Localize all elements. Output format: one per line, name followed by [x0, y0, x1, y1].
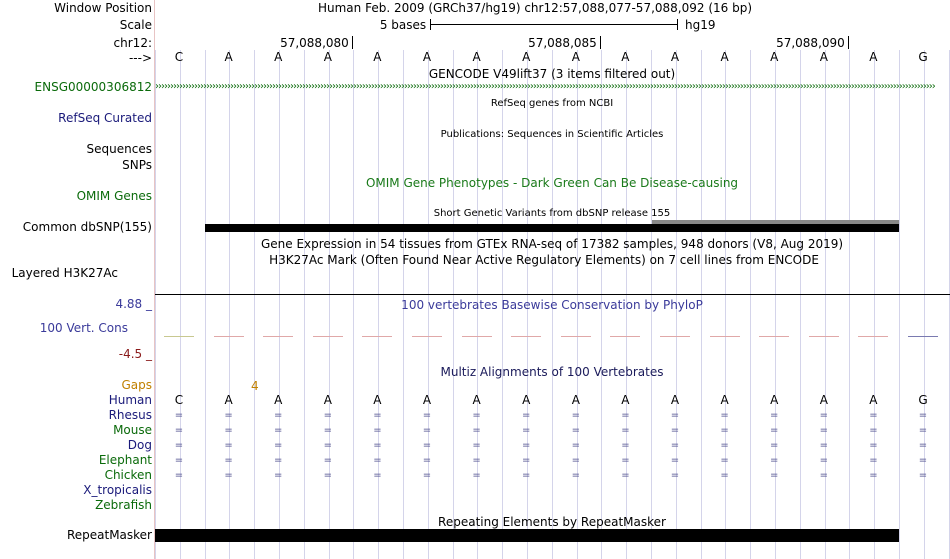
scale-value: 5 bases — [379, 18, 427, 32]
ruler-tick — [600, 36, 601, 49]
guide-line — [725, 50, 726, 559]
guide-line — [775, 50, 776, 559]
base-letter: A — [224, 50, 233, 64]
species-label-dog[interactable]: Dog — [127, 438, 152, 452]
gap-count[interactable]: 4 — [251, 379, 259, 393]
phylop-score-mark — [660, 336, 690, 337]
alignment-match: = — [521, 410, 531, 421]
guide-line — [329, 50, 330, 559]
alignment-match: = — [323, 440, 332, 451]
human-base-letter: C — [174, 393, 184, 407]
base-letter: A — [522, 50, 531, 64]
human-base-letter: A — [323, 393, 332, 407]
alignment-match: = — [720, 440, 729, 451]
species-label-rhesus[interactable]: Rhesus — [108, 408, 152, 422]
alignment-match: = — [670, 455, 680, 466]
alignment-match: = — [869, 410, 878, 421]
scale-label: Scale — [119, 18, 152, 32]
phylop-title: 100 vertebrates Basewise Conservation by PhyloP — [401, 298, 703, 312]
human-base-letter: A — [621, 393, 630, 407]
guide-line — [155, 50, 156, 559]
guide-line — [378, 50, 379, 559]
phylop-score-mark — [313, 336, 343, 337]
alignment-match: = — [571, 470, 580, 481]
repeatmasker-label[interactable]: RepeatMasker — [66, 528, 152, 542]
human-base-letter: A — [224, 393, 233, 407]
alignment-match: = — [472, 455, 481, 466]
h3k27ac-label[interactable]: Layered H3K27Ac — [11, 266, 118, 280]
species-label-x_tropicalis[interactable]: X_tropicalis — [83, 483, 152, 497]
alignment-match: = — [273, 410, 283, 421]
alignment-match: = — [869, 470, 878, 481]
phylop-score-mark — [908, 336, 938, 337]
alignment-match: = — [720, 470, 729, 481]
human-base-letter: A — [869, 393, 878, 407]
alignment-match: = — [373, 410, 382, 421]
alignment-match: = — [670, 470, 680, 481]
alignment-match: = — [819, 410, 828, 421]
alignment-match: = — [323, 425, 332, 436]
gencode-title: GENCODE V49lift37 (3 items filtered out) — [428, 67, 676, 81]
alignment-match: = — [224, 455, 233, 466]
human-base-letter: A — [422, 393, 432, 407]
alignment-match: = — [174, 440, 184, 451]
chrom-label: chr12: — [113, 36, 152, 50]
ruler-tick-label: 57,088,090 — [776, 36, 845, 50]
guide-line — [800, 50, 801, 559]
alignment-match: = — [571, 440, 580, 451]
gencode-item-label[interactable]: ENSG00000306812 — [34, 80, 152, 94]
guide-line — [924, 50, 925, 559]
alignment-match: = — [670, 410, 680, 421]
ruler-tick-label: 57,088,085 — [528, 36, 597, 50]
h3k27ac-title: H3K27Ac Mark (Often Found Near Active Regulatory Elements) on 7 cell lines from ENCODE — [269, 253, 819, 267]
alignment-match: = — [918, 440, 928, 451]
dbsnp-variant-bar[interactable] — [205, 224, 899, 232]
phylop-score-mark — [610, 336, 640, 337]
alignment-match: = — [621, 455, 630, 466]
alignment-match: = — [521, 440, 531, 451]
omim-label[interactable]: OMIM Genes — [76, 189, 152, 203]
phylop-label[interactable]: 100 Vert. Cons — [39, 321, 128, 335]
base-letter: A — [869, 50, 878, 64]
alignment-match: = — [273, 470, 283, 481]
alignment-match: = — [819, 440, 828, 451]
publications-label-line2[interactable]: SNPs — [122, 158, 152, 172]
guide-line — [874, 50, 875, 559]
alignment-match: = — [571, 425, 580, 436]
base-letter: A — [720, 50, 729, 64]
alignment-match: = — [373, 425, 382, 436]
human-base-letter: A — [819, 393, 828, 407]
base-letter: A — [323, 50, 332, 64]
alignment-match: = — [720, 455, 729, 466]
alignment-match: = — [720, 425, 729, 436]
alignment-match: = — [422, 455, 432, 466]
alignment-match: = — [472, 470, 481, 481]
base-letter: A — [422, 50, 432, 64]
publications-label-line1[interactable]: Sequences — [86, 142, 152, 156]
alignment-match: = — [918, 410, 928, 421]
alignment-match: = — [918, 455, 928, 466]
species-label-human[interactable]: Human — [108, 393, 152, 407]
base-letter: A — [670, 50, 680, 64]
alignment-match: = — [472, 410, 481, 421]
alignment-match: = — [869, 425, 878, 436]
alignment-match: = — [224, 425, 233, 436]
guide-line — [229, 50, 230, 559]
guide-line — [205, 50, 206, 559]
alignment-match: = — [323, 455, 332, 466]
alignment-match: = — [869, 455, 878, 466]
scale-bar — [430, 24, 678, 25]
alignment-match: = — [224, 410, 233, 421]
alignment-match: = — [769, 425, 779, 436]
alignment-match: = — [521, 455, 531, 466]
phylop-min-label: -4.5 _ — [118, 347, 152, 361]
alignment-match: = — [273, 425, 283, 436]
human-base-letter: A — [720, 393, 729, 407]
phylop-max-label: 4.88 _ — [115, 297, 152, 311]
human-base-letter: A — [274, 393, 283, 407]
alignment-match: = — [174, 425, 184, 436]
phylop-score-mark — [759, 336, 789, 337]
base-letter: A — [819, 50, 828, 64]
repeatmasker-bar[interactable] — [155, 529, 899, 542]
alignment-match: = — [373, 440, 382, 451]
species-label-zebrafish[interactable]: Zebrafish — [95, 498, 152, 512]
phylop-score-mark — [809, 336, 839, 337]
guide-line — [353, 50, 354, 559]
guide-line — [899, 50, 900, 559]
alignment-match: = — [472, 440, 481, 451]
alignment-match: = — [670, 440, 680, 451]
human-base-letter: A — [770, 393, 779, 407]
alignment-match: = — [422, 440, 432, 451]
alignment-match: = — [621, 410, 630, 421]
track-area[interactable] — [155, 0, 950, 559]
guide-line — [750, 50, 751, 559]
alignment-match: = — [422, 470, 432, 481]
phylop-score-mark — [214, 336, 244, 337]
species-label-chicken[interactable]: Chicken — [104, 468, 152, 482]
human-base-letter: G — [918, 393, 928, 407]
phylop-score-mark — [412, 336, 442, 337]
phylop-score-mark — [511, 336, 541, 337]
base-letter: A — [770, 50, 779, 64]
omim-title: OMIM Gene Phenotypes - Dark Green Can Be Disease-causing — [365, 176, 739, 190]
phylop-score-mark — [710, 336, 740, 337]
base-letter: A — [621, 50, 630, 64]
window-position-label: Window Position — [54, 1, 152, 15]
gtex-title: Gene Expression in 54 tissues from GTEx RNA-seq of 17382 samples, 948 donors (V8, Aug 2019) — [260, 237, 844, 251]
alignment-match: = — [174, 470, 184, 481]
ruler-tick — [352, 36, 353, 49]
alignment-match: = — [373, 455, 382, 466]
alignment-match: = — [769, 410, 779, 421]
guide-line — [849, 50, 850, 559]
human-base-letter: A — [472, 393, 481, 407]
alignment-match: = — [621, 440, 630, 451]
alignment-match: = — [918, 425, 928, 436]
alignment-match: = — [621, 470, 630, 481]
scale-assembly: hg19 — [685, 18, 716, 32]
base-letter: G — [918, 50, 928, 64]
alignment-match: = — [521, 470, 531, 481]
multiz-title: Multiz Alignments of 100 Vertebrates — [440, 365, 664, 379]
phylop-score-mark — [561, 336, 591, 337]
publications-title: Publications: Sequences in Scientific Articles — [440, 129, 664, 140]
base-letter: A — [274, 50, 283, 64]
alignment-match: = — [224, 470, 233, 481]
species-label-mouse[interactable]: Mouse — [113, 423, 152, 437]
base-letter: C — [174, 50, 184, 64]
alignment-match: = — [373, 470, 382, 481]
alignment-match: = — [769, 455, 779, 466]
guide-line — [825, 50, 826, 559]
alignment-match: = — [869, 440, 878, 451]
phylop-score-mark — [164, 336, 194, 337]
alignment-match: = — [819, 425, 828, 436]
guide-line — [254, 50, 255, 559]
alignment-match: = — [472, 425, 481, 436]
alignment-match: = — [819, 455, 828, 466]
base-letter: A — [373, 50, 382, 64]
alignment-match: = — [323, 410, 332, 421]
species-label-elephant[interactable]: Elephant — [98, 453, 152, 467]
human-base-letter: A — [522, 393, 531, 407]
guide-line — [279, 50, 280, 559]
dbsnp-title: Short Genetic Variants from dbSNP release 155 — [433, 208, 671, 219]
refseq-title: RefSeq genes from NCBI — [490, 98, 614, 109]
dbsnp-variant-bar-gray[interactable] — [652, 220, 899, 224]
alignment-match: = — [769, 470, 779, 481]
h3k27ac-baseline — [155, 294, 950, 295]
phylop-score-mark — [858, 336, 888, 337]
ruler-tick-label: 57,088,080 — [280, 36, 349, 50]
base-letter: A — [571, 50, 580, 64]
gaps-label: Gaps — [121, 378, 152, 392]
alignment-match: = — [422, 425, 432, 436]
alignment-match: = — [422, 410, 432, 421]
repeatmasker-title: Repeating Elements by RepeatMasker — [438, 515, 666, 529]
alignment-match: = — [571, 410, 580, 421]
refseq-label[interactable]: RefSeq Curated — [58, 111, 152, 125]
ruler-tick — [848, 36, 849, 49]
alignment-match: = — [670, 425, 680, 436]
phylop-score-mark — [362, 336, 392, 337]
alignment-match: = — [571, 455, 580, 466]
alignment-match: = — [621, 425, 630, 436]
alignment-match: = — [769, 440, 779, 451]
alignment-match: = — [224, 440, 233, 451]
phylop-score-mark — [263, 336, 293, 337]
alignment-match: = — [720, 410, 729, 421]
human-base-letter: A — [571, 393, 580, 407]
alignment-match: = — [174, 455, 184, 466]
guide-line — [180, 50, 181, 559]
scale-bar-right-cap — [677, 19, 678, 30]
gencode-gene-feature[interactable]: ›››››››››››››››››››››››››››››››››››››››››››››››››››››››››››››››››››››››››››››››››››››››››››››››››››››››››››››››››››››››››››››››››››››››››››››››››››››››››››››››››››››››››››››››››››››››››››››››››››››››››››››››››››››››››››››››››››››››››››››››››››››››››››››››››››› — [155, 81, 935, 92]
alignment-match: = — [918, 470, 928, 481]
alignment-match: = — [174, 410, 184, 421]
phylop-score-mark — [462, 336, 492, 337]
dbsnp-label[interactable]: Common dbSNP(155) — [22, 220, 152, 234]
alignment-match: = — [819, 470, 828, 481]
base-letter: A — [472, 50, 481, 64]
alignment-match: = — [273, 455, 283, 466]
guide-line — [304, 50, 305, 559]
strand-label: ---> — [128, 51, 152, 65]
alignment-match: = — [273, 440, 283, 451]
alignment-match: = — [521, 425, 531, 436]
scale-bar-left-cap — [430, 19, 431, 30]
human-base-letter: A — [670, 393, 680, 407]
window-position-value: Human Feb. 2009 (GRCh37/hg19) chr12:57,088,077-57,088,092 (16 bp) — [317, 1, 753, 15]
human-base-letter: A — [373, 393, 382, 407]
alignment-match: = — [323, 470, 332, 481]
